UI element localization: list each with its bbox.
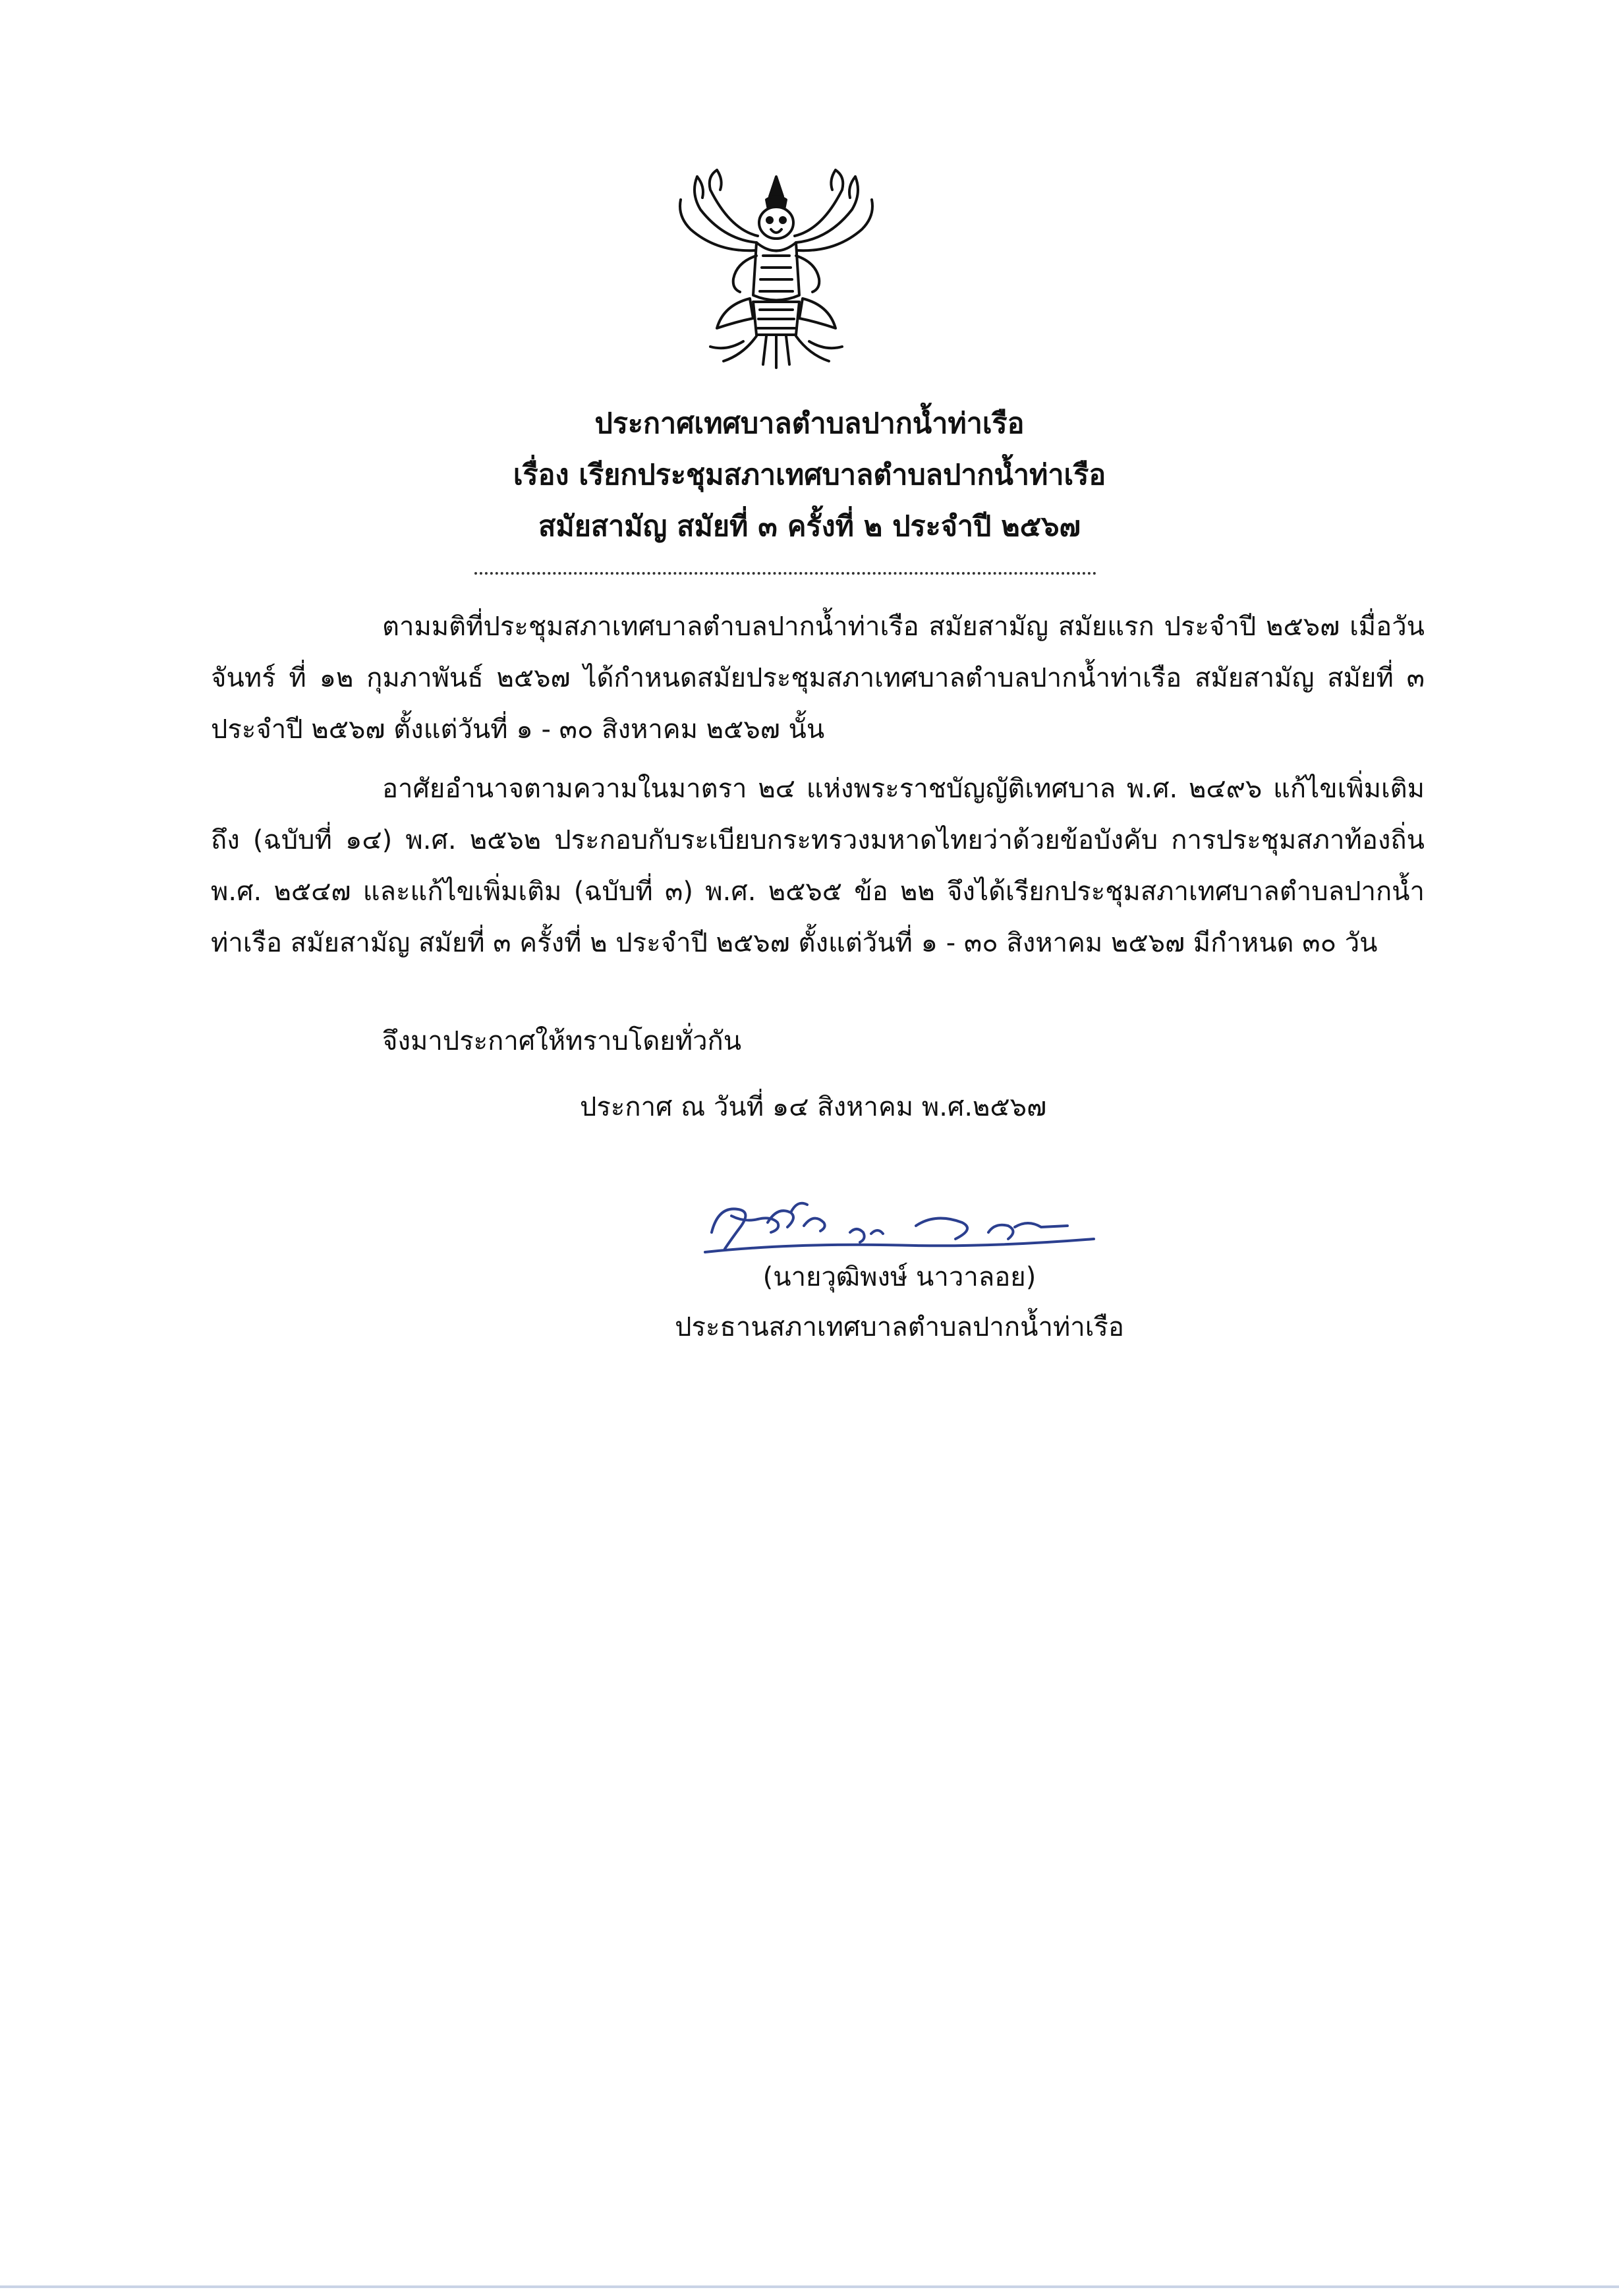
garuda-emblem-icon	[671, 163, 882, 381]
document-subject: เรื่อง เรียกประชุมสภาเทศบาลตำบลปากน้ำท่าเรือ	[513, 459, 1106, 492]
body-paragraph-2: อาศัยอำนาจตามความในมาตรา ๒๔ แห่งพระราชบัญญัติเทศบาล พ.ศ. ๒๔๙๖ แก้ไขเพิ่มเติมถึง (ฉบับที่ ๑๔) พ.ศ. ๒๕๖๒ ประกอบกับระเบียบกระทรวงมหาดไทยว่าด้วยข้อบังคับ การประชุมสภาท้องถิ่น พ.ศ. ๒๕๔๗ และแก้ไขเพิ่มเติม (ฉบับที่ ๓) พ.ศ. ๒๕๖๕ ข้อ ๒๒ จึงได้เรียกประชุมสภาเทศบาลตำบลปากน้ำท่าเรือ สมัยสามัญ สมัยที่ ๓ ครั้งที่ ๒ ประจำปี ๒๕๖๗ ตั้งแต่วันที่ ๑ - ๓๐ สิงหาคม ๒๕๖๗ มีกำหนด ๓๐ วัน	[211, 774, 1425, 958]
announcement-date: ประกาศ ณ วันที่ ๑๔ สิงหาคม พ.ศ.๒๕๖๗	[580, 1092, 1047, 1122]
body-paragraph-1: ตามมติที่ประชุมสภาเทศบาลตำบลปากน้ำท่าเรือ สมัยสามัญ สมัยแรก ประจำปี ๒๕๖๗ เมื่อวันจันทร์ ที่ ๑๒ กุมภาพันธ์ ๒๕๖๗ ได้กำหนดสมัยประชุมสภาเทศบาลตำบลปากน้ำท่าเรือ สมัยสามัญ สมัยที่ ๓ ประจำปี ๒๕๖๗ ตั้งแต่วันที่ ๑ - ๓๐ สิงหาคม ๒๕๖๗ นั้น	[211, 612, 1425, 745]
signer-name: (นายวุฒิพงษ์ นาวาลอย)	[762, 1262, 1037, 1292]
scan-edge-line	[0, 2285, 1619, 2288]
signature	[698, 1186, 1100, 1259]
title-divider	[474, 572, 1096, 575]
document-session: สมัยสามัญ สมัยที่ ๓ ครั้งที่ ๒ ประจำปี ๒๕๖๗	[538, 510, 1081, 543]
document-title: ประกาศเทศบาลตำบลปากน้ำท่าเรือ	[594, 407, 1025, 440]
closing-statement: จึงมาประกาศให้ทราบโดยทั่วกัน	[382, 1026, 742, 1056]
signer-title: ประธานสภาเทศบาลตำบลปากน้ำท่าเรือ	[675, 1312, 1124, 1342]
